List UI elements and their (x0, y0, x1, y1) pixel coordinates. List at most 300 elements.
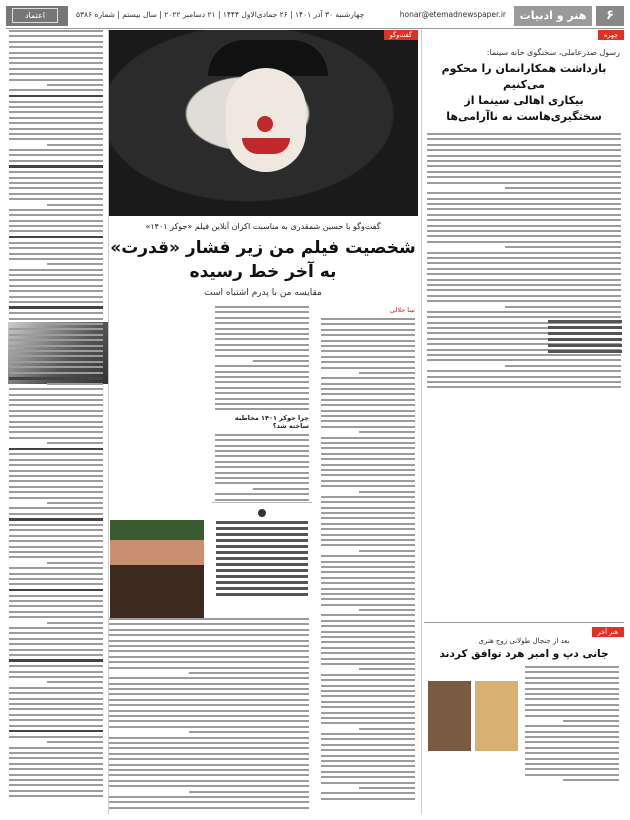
section-email: honar@etemadnewspaper.ir (399, 10, 506, 19)
text-line (321, 760, 415, 762)
text-line (525, 715, 619, 717)
text-line (9, 692, 103, 694)
text-line (47, 383, 103, 385)
header-rule (6, 28, 624, 29)
text-line (109, 667, 309, 669)
text-line (109, 645, 309, 647)
text-line (109, 661, 309, 663)
page-number: ۶ (596, 6, 624, 26)
text-line (427, 182, 621, 184)
text-line (525, 693, 619, 695)
text-line (215, 371, 309, 373)
text-line (9, 774, 103, 776)
text-line (9, 665, 103, 667)
text-line (321, 345, 415, 347)
text-line (427, 149, 621, 151)
text-line (215, 355, 309, 357)
text-line (321, 652, 415, 654)
text-line (9, 41, 103, 43)
text-line (109, 747, 309, 749)
text-line (215, 317, 309, 319)
text-line (109, 704, 309, 706)
text-line (321, 776, 415, 778)
text-line (427, 289, 621, 291)
text-line (9, 160, 103, 162)
text-line (215, 322, 309, 324)
text-line (9, 345, 103, 347)
text-line (109, 677, 309, 679)
text-line (9, 236, 103, 239)
text-line (525, 677, 619, 679)
text-line (321, 420, 415, 422)
text-line (9, 182, 103, 184)
text-line (109, 683, 309, 685)
text-line (427, 370, 621, 372)
text-line (9, 187, 103, 189)
text-line (9, 475, 103, 477)
text-line (321, 701, 415, 703)
text-line (215, 455, 309, 457)
text-line (321, 712, 415, 714)
text-line (321, 771, 415, 773)
text-line (109, 726, 309, 728)
main-article-col-left (6, 30, 106, 814)
text-line (9, 258, 103, 260)
text-line (525, 682, 619, 684)
text-line (427, 160, 621, 162)
text-line (321, 464, 415, 466)
text-line (9, 491, 103, 493)
text-line (9, 30, 103, 32)
depp-article-tag: هنر آخر (592, 627, 624, 637)
text-line (109, 650, 309, 652)
text-line (321, 738, 415, 740)
text-line (9, 269, 103, 271)
text-line (9, 366, 103, 368)
text-line (109, 764, 309, 766)
text-line (9, 453, 103, 455)
text-line (321, 636, 415, 638)
text-line (427, 214, 621, 216)
text-line (9, 62, 103, 64)
text-line (525, 725, 619, 727)
text-line (321, 571, 415, 573)
text-line (359, 668, 415, 670)
text-line (505, 306, 621, 308)
main-article-col-bottom (106, 618, 312, 814)
text-line (321, 485, 415, 487)
main-article-headline-1: شخصیت فیلم من زیر فشار «قدرت» (110, 238, 416, 258)
text-line (47, 502, 103, 504)
text-line (9, 497, 103, 499)
text-line (9, 106, 103, 108)
text-line (9, 616, 103, 618)
text-line (427, 144, 621, 146)
text-line (321, 755, 415, 757)
text-line (9, 377, 103, 380)
text-line (321, 663, 415, 665)
text-line (427, 381, 621, 383)
text-line (321, 685, 415, 687)
text-line (427, 230, 621, 232)
text-line (321, 442, 415, 444)
text-line (321, 393, 415, 395)
text-line (9, 698, 103, 700)
text-line (9, 654, 103, 656)
text-line (321, 469, 415, 471)
text-line (321, 792, 415, 794)
main-article-kicker: گفت‌وگو با حسین شمقدری به مناسبت اکران آنلاین فیلم «جوکر ۱۴۰۱» (145, 222, 381, 231)
text-line (9, 470, 103, 472)
text-line (9, 242, 103, 244)
text-line (9, 394, 103, 396)
depp-article-body (522, 666, 622, 781)
text-line (9, 193, 103, 195)
text-line (215, 499, 309, 501)
text-line (427, 262, 621, 264)
text-line (9, 687, 103, 689)
text-line (525, 704, 619, 706)
text-line (9, 638, 103, 640)
text-line (427, 165, 621, 167)
text-line (9, 757, 103, 759)
text-line (9, 73, 103, 75)
text-line (9, 725, 103, 727)
text-line (321, 350, 415, 352)
text-line (427, 295, 621, 297)
text-line (9, 546, 103, 548)
text-line (427, 273, 621, 275)
text-line (321, 561, 415, 563)
text-line (9, 399, 103, 401)
text-line (427, 176, 621, 178)
text-line (215, 365, 309, 367)
quote-marker-icon (258, 509, 266, 517)
right-article-headline: بازداشت همکارانمان را محکوم می‌کنیم بیکاری اهالی سینما از سختگیری‌هاست نه ناآرامی‌ها (441, 62, 607, 123)
text-line (215, 349, 309, 351)
text-line (321, 631, 415, 633)
text-line (253, 360, 309, 362)
text-line (321, 356, 415, 358)
text-line (47, 442, 103, 444)
text-line (215, 392, 309, 394)
text-line (9, 431, 103, 433)
text-line (525, 698, 619, 700)
text-line (215, 450, 309, 452)
text-line (9, 573, 103, 575)
text-line (321, 426, 415, 428)
text-line (321, 404, 415, 406)
text-line (321, 733, 415, 735)
text-line (525, 741, 619, 743)
text-line (321, 679, 415, 681)
text-line (9, 35, 103, 37)
text-line (321, 588, 415, 590)
main-article-author: نینا جلالی (389, 306, 415, 314)
text-line (321, 690, 415, 692)
text-line (321, 706, 415, 708)
text-line (9, 68, 103, 70)
text-line (321, 474, 415, 476)
text-line (321, 593, 415, 595)
text-line (9, 795, 103, 797)
text-line (321, 523, 415, 525)
text-line (321, 717, 415, 719)
text-line (9, 671, 103, 673)
text-line (109, 807, 309, 809)
text-line (427, 376, 621, 378)
text-line (9, 649, 103, 651)
text-line (9, 117, 103, 119)
text-line (9, 154, 103, 156)
text-line (189, 672, 309, 674)
text-line (427, 241, 621, 243)
text-line (109, 720, 309, 722)
shamghadari-photo (110, 520, 204, 620)
text-line (321, 566, 415, 568)
text-line (9, 719, 103, 721)
text-line (359, 372, 415, 374)
text-line (525, 763, 619, 765)
text-line (9, 730, 103, 733)
text-line (359, 491, 415, 493)
text-line (9, 714, 103, 716)
text-line (525, 758, 619, 760)
text-line (9, 361, 103, 363)
text-line (9, 372, 103, 374)
text-line (215, 381, 309, 383)
text-line (321, 367, 415, 369)
text-line (427, 155, 621, 157)
text-line (9, 421, 103, 423)
text-line (9, 209, 103, 211)
text-line (525, 731, 619, 733)
text-line (9, 595, 103, 597)
text-line (253, 488, 309, 490)
text-line (109, 688, 309, 690)
text-line (215, 403, 309, 405)
text-line (9, 480, 103, 482)
text-line (9, 388, 103, 390)
text-line (109, 634, 309, 636)
text-line (9, 133, 103, 135)
text-line (9, 122, 103, 124)
text-line (9, 605, 103, 607)
text-line (321, 334, 415, 336)
depp-heard-photo (428, 681, 518, 751)
text-line (9, 529, 103, 531)
text-line (525, 768, 619, 770)
text-line (9, 507, 103, 509)
text-line (47, 263, 103, 265)
text-line (427, 138, 621, 140)
text-line (109, 737, 309, 739)
text-line (321, 614, 415, 616)
text-line (9, 334, 103, 336)
text-line (215, 344, 309, 346)
text-line (321, 410, 415, 412)
text-line (321, 695, 415, 697)
text-line (427, 311, 621, 313)
text-line (321, 480, 415, 482)
text-line (321, 447, 415, 449)
text-line (9, 464, 103, 466)
text-line (215, 338, 309, 340)
main-article-subhead-1: چرا جوکر ۱۴۰۱ مخاطبه ساخته شد؟ (234, 413, 309, 430)
text-line (9, 426, 103, 428)
text-line (427, 252, 621, 254)
text-line (427, 203, 621, 205)
text-line (9, 318, 103, 320)
text-line (9, 301, 103, 303)
text-line (321, 539, 415, 541)
section-title: هنر و ادبیات (514, 6, 592, 26)
text-line (321, 437, 415, 439)
text-line (321, 625, 415, 627)
text-line (47, 204, 103, 206)
text-line (9, 659, 103, 662)
text-line (427, 316, 621, 318)
text-line (9, 290, 103, 292)
text-line (9, 296, 103, 298)
text-line (109, 780, 309, 782)
text-line (321, 415, 415, 417)
text-line (9, 149, 103, 151)
text-line (109, 785, 309, 787)
text-line (9, 768, 103, 770)
text-line (215, 439, 309, 441)
text-line (427, 300, 621, 302)
text-line (9, 101, 103, 103)
text-line (9, 459, 103, 461)
text-line (9, 165, 103, 168)
text-line (321, 555, 415, 557)
text-line (9, 279, 103, 281)
text-line (9, 643, 103, 645)
text-line (109, 796, 309, 798)
text-line (321, 340, 415, 342)
text-line (9, 415, 103, 417)
text-line (321, 765, 415, 767)
text-line (321, 722, 415, 724)
text-line (215, 328, 309, 330)
text-line (215, 477, 309, 479)
text-line (427, 268, 621, 270)
text-line (9, 306, 103, 309)
text-line (9, 247, 103, 249)
text-line (109, 742, 309, 744)
text-line (321, 458, 415, 460)
text-line (215, 493, 309, 495)
main-article-pullquote (212, 502, 312, 614)
text-line (505, 246, 621, 248)
text-line (109, 623, 309, 625)
main-article-col-1 (318, 306, 418, 814)
text-line (215, 306, 309, 308)
text-line (9, 52, 103, 54)
text-line (427, 359, 621, 361)
text-line (47, 323, 103, 325)
text-line (109, 753, 309, 755)
text-line (505, 365, 621, 367)
text-line (359, 609, 415, 611)
main-article-col-2 (212, 306, 312, 502)
text-line (47, 562, 103, 564)
text-line (109, 699, 309, 701)
text-line (9, 79, 103, 81)
text-line (109, 640, 309, 642)
text-line (321, 534, 415, 536)
text-line (9, 513, 103, 515)
text-line (321, 577, 415, 579)
clown-nose (257, 116, 273, 132)
text-line (359, 550, 415, 552)
text-line (321, 744, 415, 746)
depp-heard-article (424, 622, 624, 814)
text-line (427, 225, 621, 227)
text-line (563, 779, 619, 781)
text-line (427, 208, 621, 210)
text-line (9, 676, 103, 678)
text-line (9, 57, 103, 59)
text-line (9, 524, 103, 526)
text-line (321, 604, 415, 606)
text-line (9, 355, 103, 357)
text-line (9, 171, 103, 173)
text-line (9, 486, 103, 488)
text-line (9, 138, 103, 140)
text-line (321, 641, 415, 643)
text-line (321, 399, 415, 401)
text-line (427, 219, 621, 221)
text-line (321, 782, 415, 784)
text-line (109, 710, 309, 712)
text-line (47, 144, 103, 146)
text-line (9, 253, 103, 255)
text-line (9, 747, 103, 749)
text-line (321, 674, 415, 676)
text-line (321, 388, 415, 390)
text-line (427, 257, 621, 259)
text-line (9, 328, 103, 330)
text-line (9, 198, 103, 200)
text-line (321, 512, 415, 514)
text-line (9, 89, 103, 91)
text-line (321, 517, 415, 519)
text-line (359, 787, 415, 789)
text-line (9, 404, 103, 406)
text-line (427, 284, 621, 286)
text-line (9, 600, 103, 602)
text-line (189, 791, 309, 793)
text-line (9, 518, 103, 521)
text-line (321, 501, 415, 503)
text-line (9, 611, 103, 613)
text-line (9, 703, 103, 705)
text-line (321, 582, 415, 584)
text-line (525, 709, 619, 711)
text-line (427, 171, 621, 173)
text-line (9, 230, 103, 232)
text-line (47, 622, 103, 624)
text-line (9, 583, 103, 585)
text-line (215, 472, 309, 474)
text-line (47, 741, 103, 743)
text-line (9, 589, 103, 592)
text-line (9, 763, 103, 765)
text-line (9, 437, 103, 439)
text-line (215, 387, 309, 389)
